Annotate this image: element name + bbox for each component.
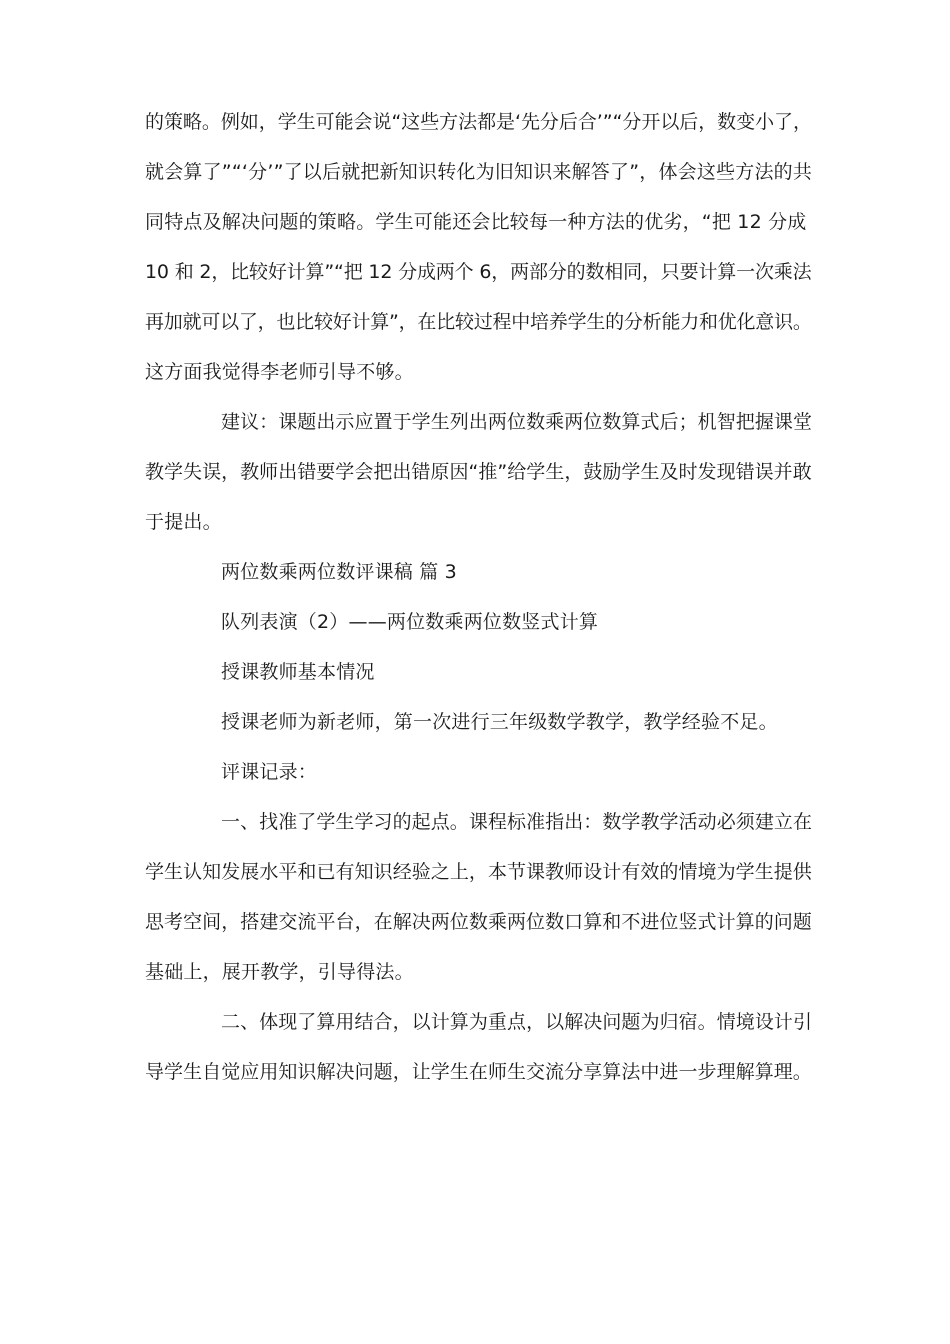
paragraph-1-line-2: 就会算了”“‘分’”了以后就把新知识转化为旧知识来解答了”，体会这些方法的共 xyxy=(145,161,813,183)
paragraph-1-line-5: 再加就可以了，也比较好计算”，在比较过程中培养学生的分析能力和优化意识。 xyxy=(145,311,812,333)
point-1-line-4: 基础上，展开教学，引导得法。 xyxy=(145,961,414,983)
point-1-line-1: 一、找准了学生学习的起点。课程标准指出：数学教学活动必须建立在 xyxy=(221,811,813,833)
lesson-title: 队列表演（2）——两位数乘两位数竖式计算 xyxy=(221,611,599,633)
paragraph-2-line-1: 建议：课题出示应置于学生列出两位数乘两位数算式后；机智把握课堂 xyxy=(221,411,813,433)
teacher-info: 授课老师为新老师，第一次进行三年级数学教学，教学经验不足。 xyxy=(221,711,778,733)
paragraph-1-line-4: 10 和 2，比较好计算”“把 12 分成两个 6，两部分的数相同，只要计算一次乘法 xyxy=(145,261,812,283)
section-heading: 两位数乘两位数评课稿 篇 3 xyxy=(221,561,457,583)
paragraph-1-line-1: 的策略。例如，学生可能会说“这些方法都是‘先分后合’”“分开以后，数变小了， xyxy=(145,111,812,133)
point-2-line-2: 导学生自觉应用知识解决问题，让学生在师生交流分享算法中进一步理解算理。 xyxy=(145,1061,812,1083)
paragraph-2-line-3: 于提出。 xyxy=(145,511,222,533)
teacher-info-heading: 授课教师基本情况 xyxy=(221,661,375,683)
point-1-line-3: 思考空间，搭建交流平台，在解决两位数乘两位数口算和不进位竖式计算的问题 xyxy=(145,911,812,933)
record-heading: 评课记录： xyxy=(221,761,318,783)
paragraph-2-line-2: 教学失误，教师出错要学会把出错原因“推”给学生，鼓励学生及时发现错误并敢 xyxy=(145,461,812,483)
paragraph-1-line-6: 这方面我觉得李老师引导不够。 xyxy=(145,361,414,383)
paragraph-1-line-3: 同特点及解决问题的策略。学生可能还会比较每一种方法的优劣，“把 12 分成 xyxy=(145,211,807,233)
point-2-line-1: 二、体现了算用结合，以计算为重点，以解决问题为归宿。情境设计引 xyxy=(221,1011,813,1033)
point-1-line-2: 学生认知发展水平和已有知识经验之上，本节课教师设计有效的情境为学生提供 xyxy=(145,861,812,883)
